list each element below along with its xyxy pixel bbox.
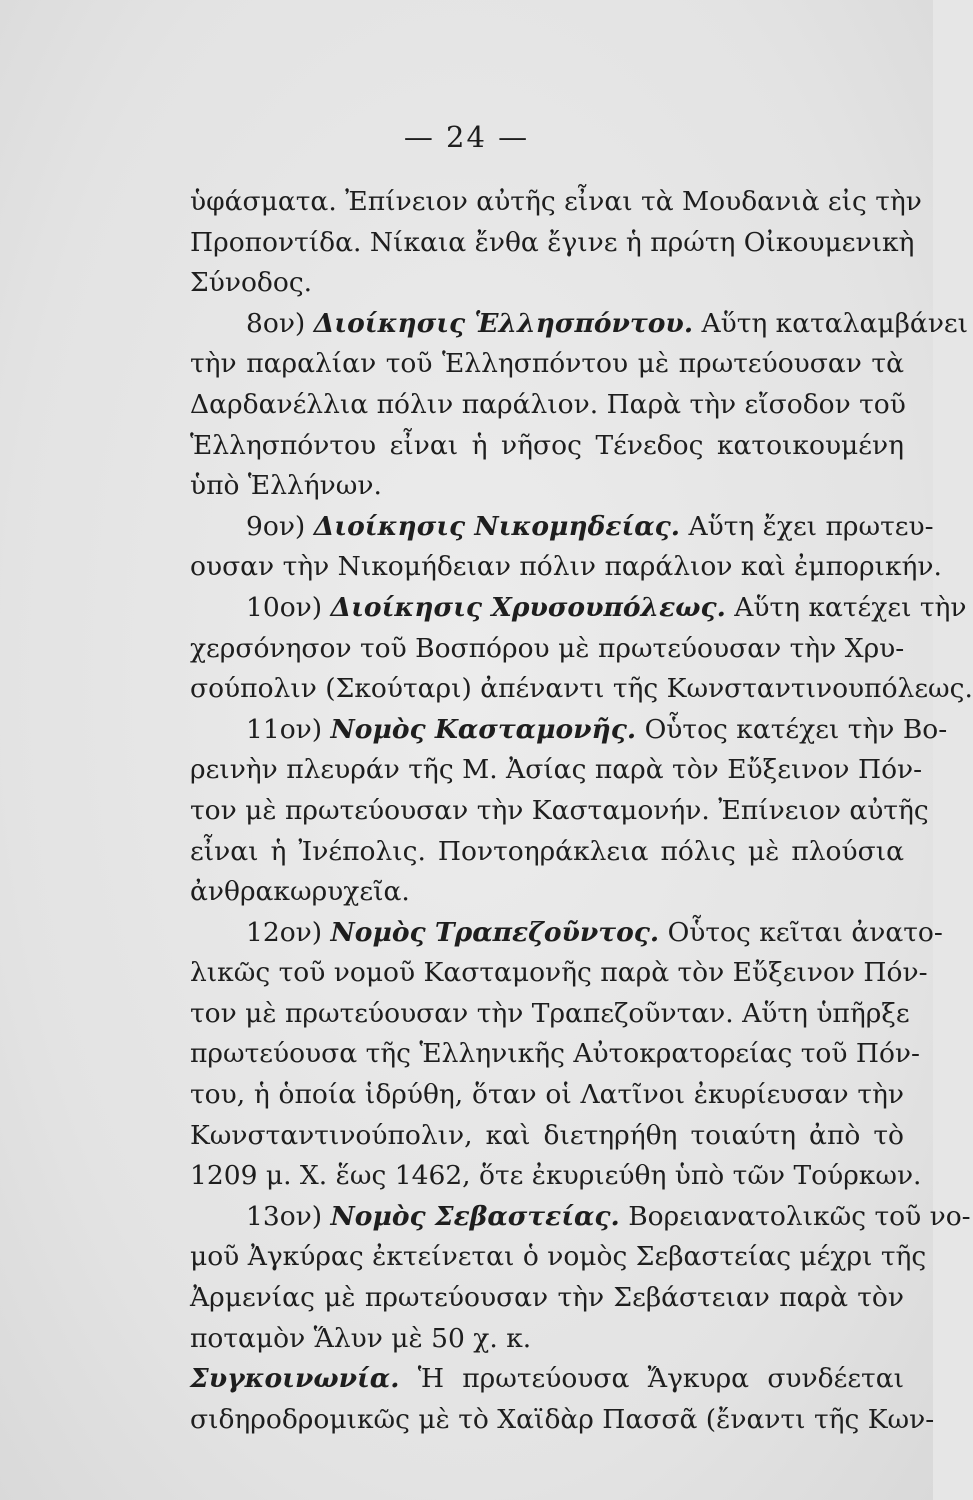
text-line xyxy=(190,426,904,467)
text-line xyxy=(190,588,967,629)
text-segment: του, ἡ ὁποία ἱδρύθη, ὅταν οἱ Λατῖνοι ἐκυρίευσαν τὴν xyxy=(190,1079,904,1111)
section-heading: Συγκοινωνία. xyxy=(190,1363,400,1395)
text-line xyxy=(190,1400,935,1441)
text-segment: 9ον) xyxy=(246,510,314,542)
text-line xyxy=(190,913,943,954)
body-text xyxy=(190,182,973,1440)
text-segment: 12ον) xyxy=(246,916,331,948)
section-heading: Διοίκησις Ἑλλησπόντου. xyxy=(313,307,694,339)
text-segment: 11ον) xyxy=(246,713,331,745)
text-line xyxy=(190,547,942,588)
text-segment: ποταμὸν Ἅλυν μὲ 50 χ. κ. xyxy=(190,1322,532,1354)
text-line xyxy=(190,629,904,670)
text-line xyxy=(190,344,904,385)
text-line xyxy=(190,304,969,345)
text-line xyxy=(190,1237,927,1278)
text-line xyxy=(190,1075,904,1116)
text-line xyxy=(190,182,922,223)
text-segment: Σύνοδος. xyxy=(190,267,313,299)
text-line xyxy=(190,1319,904,1360)
section-heading: Νομὸς Κασταμονῆς. xyxy=(330,713,637,745)
text-segment: εἶναι ἡ Ἰνέπολις. Ποντοηράκλεια πόλις μὲ πλούσια xyxy=(190,835,904,867)
section-heading: Νομὸς Τραπεζοῦντος. xyxy=(330,916,660,948)
text-line xyxy=(190,385,904,426)
text-segment: 13ον) xyxy=(246,1200,331,1232)
text-segment: Ἡ πρωτεύουσα Ἄγκυρα συνδέεται xyxy=(399,1363,904,1395)
section-heading: Νομὸς Σεβαστείας. xyxy=(330,1200,620,1232)
page-number: — 24 — xyxy=(403,120,530,154)
text-segment: 8ον) xyxy=(246,307,314,339)
text-segment: 1209 μ. Χ. ἕως 1462, ὅτε ἐκυριεύθη ὑπὸ τῶν Τούρκων. xyxy=(190,1160,922,1192)
text-segment: ἀνθρακωρυχεῖα. xyxy=(190,876,410,908)
text-line xyxy=(190,791,929,832)
text-line xyxy=(190,832,904,873)
text-line xyxy=(190,1278,904,1319)
text-line xyxy=(190,507,934,548)
text-line xyxy=(190,1197,971,1238)
text-line xyxy=(190,710,948,751)
text-segment: Ἑλλησπόντου εἶναι ἡ νῆσος Τένεδος κατοικουμένη xyxy=(190,429,904,461)
text-segment: Κωνσταντινούπολιν, καὶ διετηρήθη τοιαύτη ἀπὸ τὸ xyxy=(190,1119,904,1151)
text-segment: Ἀρμενίας μὲ πρωτεύουσαν τὴν Σεβάστειαν παρὰ τὸν xyxy=(190,1282,904,1314)
text-segment: ὑπὸ Ἑλλήνων. xyxy=(190,470,382,502)
text-line xyxy=(190,466,904,507)
text-segment: Οὗτος κατέχει τὴν Βο- xyxy=(636,713,948,745)
text-segment: Προποντίδα. Νίκαια ἔνθα ἔγινε ἡ πρώτη Οἰκουμενικὴ xyxy=(190,226,915,258)
section-heading: Διοίκησις Νικομηδείας. xyxy=(313,510,681,542)
text-line xyxy=(190,994,910,1035)
text-line xyxy=(190,953,928,994)
text-segment: Οὗτος κεῖται ἀνατο- xyxy=(659,916,943,948)
text-segment: μοῦ Ἀγκύρας ἐκτείνεται ὁ νομὸς Σεβαστείας μέχρι τῆς xyxy=(190,1241,927,1273)
text-line xyxy=(190,1034,920,1075)
text-line xyxy=(190,750,923,791)
text-line xyxy=(190,223,915,264)
text-segment: Δαρδανέλλια πόλιν παράλιον. Παρὰ τὴν εἴσοδον τοῦ xyxy=(190,388,906,420)
text-line xyxy=(190,263,904,304)
text-segment: τον μὲ πρωτεύουσαν τὴν Κασταμονήν. Ἐπίνειον αὐτῆς xyxy=(190,794,929,826)
text-segment: χερσόνησον τοῦ Βοσπόρου μὲ πρωτεύουσαν τὴν Χρυ- xyxy=(190,632,905,664)
text-segment: ρεινὴν πλευράν τῆς Μ. Ἀσίας παρὰ τὸν Εὔξεινον Πόν- xyxy=(190,754,923,786)
text-segment: λικῶς τοῦ νομοῦ Κασταμονῆς παρὰ τὸν Εὔξεινον Πόν- xyxy=(190,957,928,989)
text-segment: Βορειανατολικῶς τοῦ νο- xyxy=(619,1200,971,1232)
text-segment: τον μὲ πρωτεύουσαν τὴν Τραπεζοῦνταν. Αὕτη ὑπῆρξε xyxy=(190,997,910,1029)
text-segment: ὑφάσματα. Ἐπίνειον αὐτῆς εἶναι τὰ Μουδανιὰ εἰς τὴν xyxy=(190,186,922,217)
text-segment: Αὕτη καταλαμβάνει xyxy=(693,307,969,339)
text-line xyxy=(190,872,904,913)
text-line xyxy=(190,1116,904,1157)
text-segment: τὴν παραλίαν τοῦ Ἑλλησπόντου μὲ πρωτεύουσαν τὰ xyxy=(190,348,904,380)
text-segment: σούπολιν (Σκούταρι) ἀπέναντι τῆς Κωνσταντινουπόλεως. xyxy=(190,673,973,705)
text-segment: 10ον) xyxy=(246,591,331,623)
text-segment: Αὕτη ἔχει πρωτευ- xyxy=(680,510,934,542)
text-segment: Αὕτη κατέχει τὴν xyxy=(725,591,967,623)
section-heading: Διοίκησις Χρυσουπόλεως. xyxy=(330,591,726,623)
text-line xyxy=(190,669,973,710)
text-segment: πρωτεύουσα τῆς Ἑλληνικῆς Αὐτοκρατορείας τοῦ Πόν- xyxy=(190,1038,920,1070)
text-segment: ουσαν τὴν Νικομήδειαν πόλιν παράλιον καὶ ἐμπορικήν. xyxy=(190,551,942,583)
text-line xyxy=(190,1359,904,1400)
text-segment: σιδηροδρομικῶς μὲ τὸ Χαϊδὰρ Πασσᾶ (ἔναντι τῆς Κων- xyxy=(190,1403,935,1435)
text-line xyxy=(190,1156,922,1197)
